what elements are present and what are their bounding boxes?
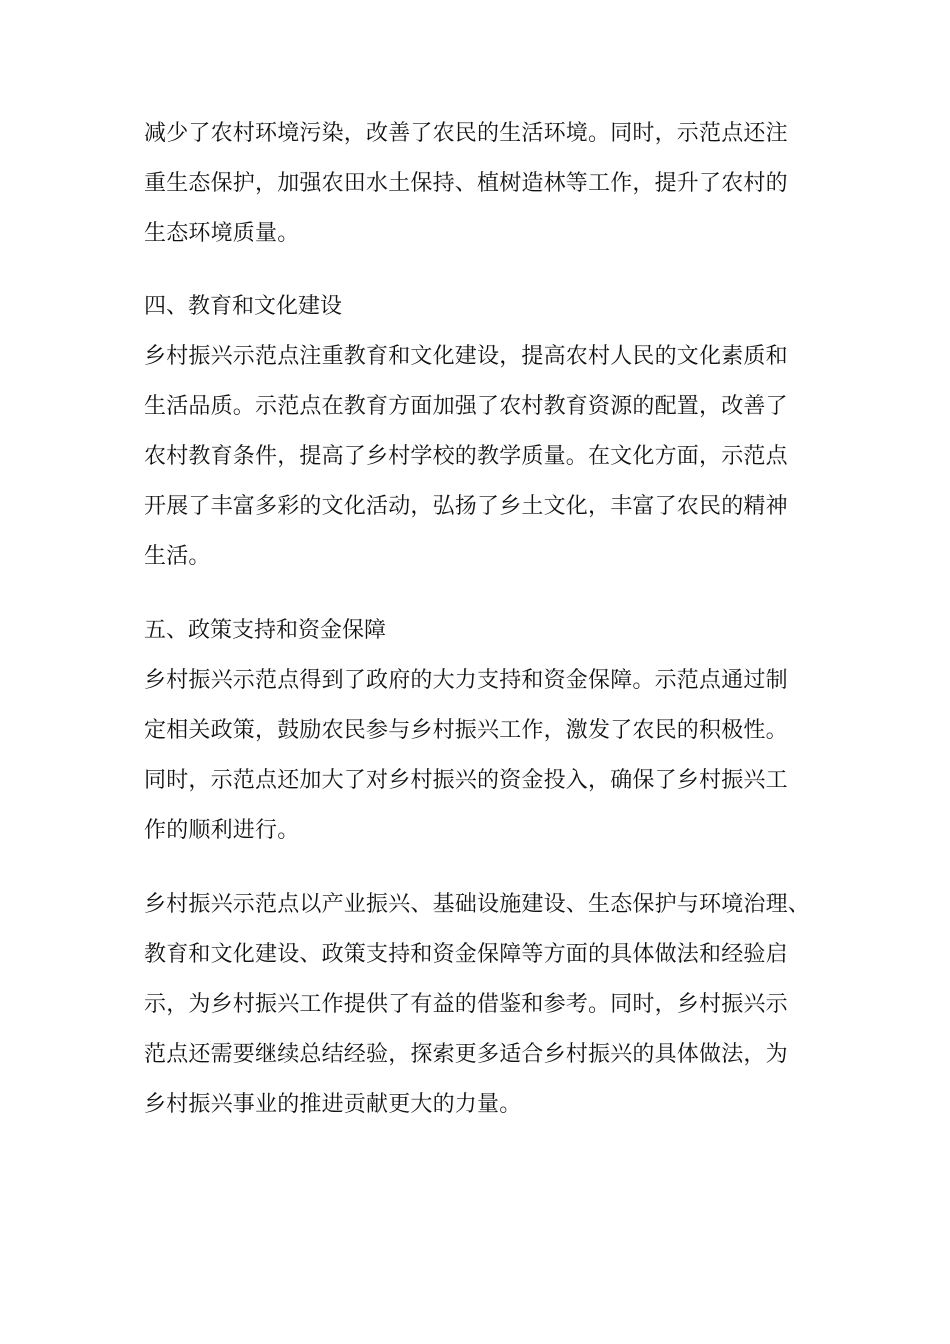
- paragraph-summary: [144, 880, 844, 1130]
- section-heading-text: 四、教育和文化建设: [144, 294, 343, 319]
- paragraph-line: 示，为乡村振兴工作提供了有益的借鉴和参考。同时，乡村振兴示: [144, 992, 788, 1017]
- paragraph-environment-continued: [144, 109, 844, 259]
- paragraph-line: 教育和文化建设、政策支持和资金保障等方面的具体做法和经验启: [144, 942, 788, 967]
- section-heading-policy: [144, 606, 844, 656]
- paragraph-policy: [144, 656, 844, 856]
- paragraph-line: 同时，示范点还加大了对乡村振兴的资金投入，确保了乡村振兴工: [144, 768, 788, 793]
- paragraph-line: 乡村振兴示范点以产业振兴、基础设施建设、生态保护与环境治理、: [144, 892, 811, 917]
- paragraph-line: 生活品质。示范点在教育方面加强了农村教育资源的配置，改善了: [144, 394, 788, 419]
- paragraph-line: 作的顺利进行。: [144, 818, 300, 843]
- paragraph-line: 范点还需要继续总结经验，探索更多适合乡村振兴的具体做法，为: [144, 1042, 788, 1067]
- paragraph-line: 开展了丰富多彩的文化活动，弘扬了乡土文化，丰富了农民的精神: [144, 494, 788, 519]
- paragraph-line: 生态环境质量。: [144, 221, 300, 246]
- paragraph-line: 乡村振兴事业的推进贡献更大的力量。: [144, 1092, 522, 1117]
- paragraph-line: 乡村振兴示范点得到了政府的大力支持和资金保障。示范点通过制: [144, 668, 788, 693]
- section-heading-text: 五、政策支持和资金保障: [144, 618, 387, 643]
- paragraph-line: 乡村振兴示范点注重教育和文化建设，提高农村人民的文化素质和: [144, 344, 788, 369]
- paragraph-line: 减少了农村环境污染，改善了农民的生活环境。同时，示范点还注: [144, 121, 788, 146]
- paragraph-education: [144, 332, 844, 582]
- paragraph-line: 生活。: [144, 544, 211, 569]
- section-heading-education: [144, 282, 844, 332]
- paragraph-line: 定相关政策，鼓励农民参与乡村振兴工作，激发了农民的积极性。: [144, 718, 788, 743]
- paragraph-line: 农村教育条件，提高了乡村学校的教学质量。在文化方面，示范点: [144, 444, 788, 469]
- paragraph-line: 重生态保护，加强农田水土保持、植树造林等工作，提升了农村的: [144, 171, 788, 196]
